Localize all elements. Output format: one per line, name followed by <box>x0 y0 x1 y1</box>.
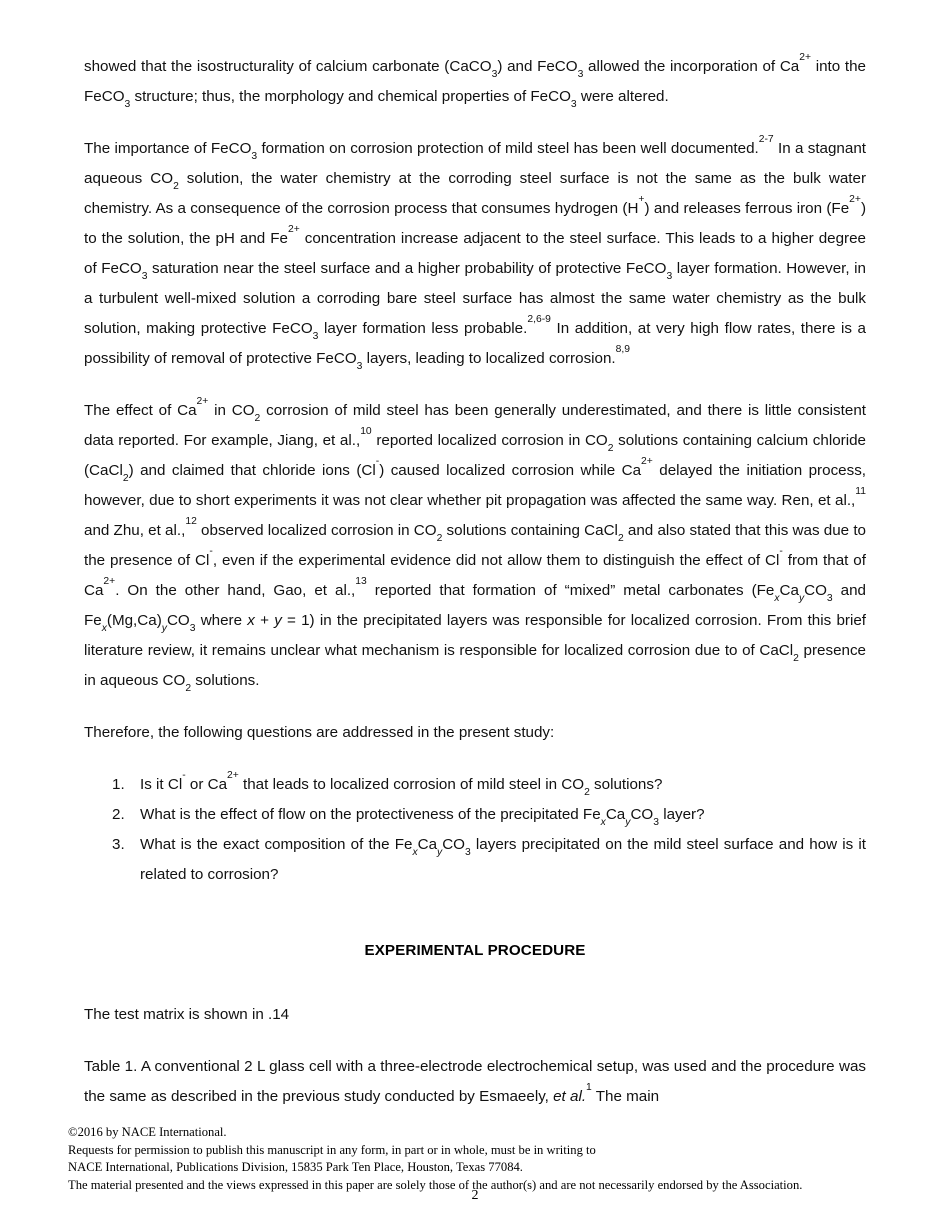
list-item <box>84 800 866 830</box>
list-item-number: 1. <box>112 776 125 793</box>
list-item <box>84 770 866 800</box>
section-heading-experimental-procedure: EXPERIMENTAL PROCEDURE <box>364 942 586 959</box>
spacer-after-heading <box>84 966 866 1000</box>
footer-line: Requests for permission to publish this manuscript in any form, in part or in whole, must be in writing to <box>68 1142 596 1157</box>
page-footer-copyright <box>68 1124 880 1194</box>
research-questions-list <box>84 770 866 890</box>
list-item <box>84 830 866 890</box>
list-item-text: Is it Cl- or $Ca^{2+}$ that leads to localized corrosion of mild steel in $CO_2$ solutions? <box>140 769 663 799</box>
paragraph-calcium-effect: The effect of $Ca^{2+}$ in $CO_2$ corrosion of mild steel has been generally underestimated, and there is little consistent data reported. For example, Jiang, et al.,$^{10}$ reported localized corrosion in $CO_2$ solutions containing calcium chloride (CaCl$_2$) and claimed that chloride ions (Cl-) caused localized corrosion while $Ca^{2+}$ delayed the initiation process, however, due to short experiments it was not clear whether pit propagation was affected the same way. Ren, et al.,$^{11}$ and Zhu, et al.,$^{12}$ observed localized corrosion in $CO_2$ solutions containing CaCl$_2$ and also stated that this was due to the presence of Cl-, even if the experimental evidence did not allow them to distinguish the effect of Cl- from that of $Ca^{2+}$. On the other hand, Gao, et al.,$^{13}$ reported that formation of “mixed” metal carbonates ($Fe_xCa_yCO_3$ and $Fe_x(Mg,Ca)_yCO_3$ where x + y = 1) in the precipitated layers was responsible for localized corrosion. From this brief literature review, it remains unclear what mechanism is responsible for localized corrosion due to of CaCl$_2$ presence in aqueous $CO_2$ solutions. <box>84 395 867 695</box>
footer-line: NACE International, Publications Division, 15835 Park Ten Place, Houston, Texas 77084. <box>68 1160 523 1175</box>
footer-line: The material presented and the views expressed in this paper are solely those of the author(s) and are not necessarily endorsed by the Association. <box>68 1177 803 1192</box>
paragraph-table-1-description: Table 1. A conventional 2 L glass cell with a three-electrode electrochemical setup, was used and the procedure was the same as described in the previous study conducted by Esmaeely, et al.$^1$ The main <box>84 1058 866 1105</box>
paragraph-test-matrix: The test matrix is shown in .14 <box>84 1006 290 1023</box>
footer-line: ©2016 by NACE International. <box>68 1125 227 1139</box>
list-item-text: What is the exact composition of the $Fe_xCa_yCO_3$ layers precipitated on the mild steel surface and how is it related to corrosion? <box>140 836 866 883</box>
spacer-before-heading <box>84 890 866 936</box>
page-number: 2 <box>471 1188 479 1203</box>
paragraph-feco3-importance: The importance of FeCO$_3$ formation on corrosion protection of mild steel has been well documented.$^{2-7}$ In a stagnant aqueous $CO_2$ solution, the water chemistry at the corroding steel surface is not the same as the bulk water chemistry. As a consequence of the corrosion process that consumes hydrogen (H+) and releases ferrous iron $(Fe^{2+})$ to the solution, the pH and $Fe^{2+}$ concentration increase adjacent to the steel surface. This leads to a higher degree of FeCO$_3$ saturation near the steel surface and a higher probability of protective FeCO$_3$ layer formation. However, in a turbulent well-mixed solution a corroding bare steel surface has almost the same water chemistry as the bulk solution, making protective FeCO$_3$ layer formation less probable.$^{2,6-9}$ In addition, at very high flow rates, there is a possibility of removal of protective FeCO$_3$ layers, leading to localized corrosion.$^{8,9}$ <box>84 133 867 373</box>
paragraph-questions-lead-in: Therefore, the following questions are addressed in the present study: <box>84 724 555 741</box>
document-body-column <box>84 52 866 1112</box>
list-item-number: 2. <box>112 806 125 823</box>
list-item-number: 3. <box>112 836 125 853</box>
paragraph-intro-isostructurality: showed that the isostructurality of calcium carbonate (CaCO$_3$) and FeCO$_3$ allowed the incorporation of $Ca^{2+}$ into the FeCO$_3$ structure; thus, the morphology and chemical properties of FeCO$_3$ were altered. <box>84 51 866 111</box>
list-item-text: What is the effect of flow on the protectiveness of the precipitated $Fe_xCa_yCO_3$ layer? <box>140 806 705 829</box>
